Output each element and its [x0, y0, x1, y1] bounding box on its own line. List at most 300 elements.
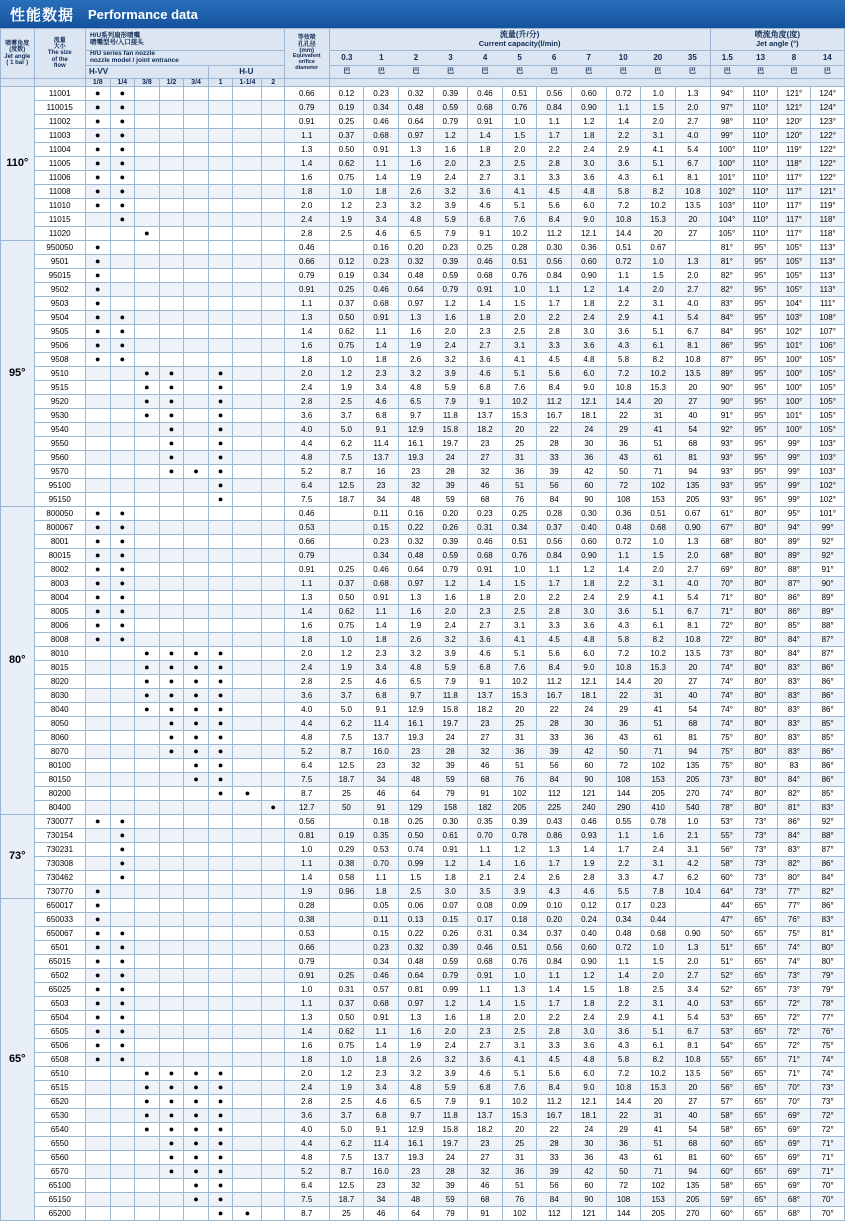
hvv-size-1/4	[110, 437, 135, 451]
flow-5bar: 3.1	[502, 171, 537, 185]
jet-angle-14bar: 82°	[811, 885, 845, 899]
flow-3bar: 3.9	[433, 647, 468, 661]
flow-7bar: 1.2	[572, 115, 607, 129]
hvv-size-1/8	[85, 115, 110, 129]
jet-angle-8bar: 71°	[777, 1067, 811, 1081]
availability-dot: ●	[217, 382, 224, 393]
flow-1bar: 0.34	[364, 269, 399, 283]
hu-size-2	[262, 185, 284, 199]
table-row	[1, 535, 845, 549]
orifice-diameter: 0.66	[284, 255, 329, 269]
jet-angle-14bar: 71°	[811, 1151, 845, 1165]
hu-size-2	[262, 829, 284, 843]
flow-5bar: 31	[502, 1151, 537, 1165]
flow-5bar: 0.78	[502, 829, 537, 843]
hvv-size-1/2	[159, 563, 184, 577]
nozzle-model: 650067	[34, 927, 85, 941]
jet-angle-14bar: 86°	[811, 857, 845, 871]
hvv-size-1/4	[110, 87, 135, 101]
table-row	[1, 1179, 845, 1193]
flow-4bar: 91	[468, 787, 503, 801]
jet-angle-14bar: 84°	[811, 871, 845, 885]
flow-20bar: 2.4	[641, 843, 676, 857]
flow-6bar: 0.84	[537, 101, 572, 115]
hvv-size-1/8	[85, 773, 110, 787]
size-hvv-4: 3/4	[184, 79, 209, 87]
flow-3bar: 0.61	[433, 829, 468, 843]
flow-20bar: 31	[641, 1109, 676, 1123]
jet-angle-14bar: 78°	[811, 997, 845, 1011]
flow-35bar: 6.7	[675, 1025, 710, 1039]
flow-35bar: 4.0	[675, 997, 710, 1011]
jet-angle-1.5bar: 59°	[710, 1193, 744, 1207]
hvv-size-3/4	[184, 157, 209, 171]
orifice-diameter: 0.38	[284, 913, 329, 927]
flow-4bar: 0.17	[468, 913, 503, 927]
hvv-size-1/4	[110, 1179, 135, 1193]
hu-size-1-1/4	[233, 913, 262, 927]
jet-angle-group-label: 110°	[1, 87, 35, 241]
hu-size-1	[208, 731, 233, 745]
hvv-size-1/4	[110, 549, 135, 563]
hvv-size-1/2	[159, 507, 184, 521]
jet-angle-14bar: 123°	[811, 115, 845, 129]
flow-7bar: 6.0	[572, 367, 607, 381]
jet-angle-8bar: 72°	[777, 997, 811, 1011]
flow-4bar: 2.7	[468, 339, 503, 353]
hu-size-2	[262, 437, 284, 451]
flow-20bar: 1.0	[641, 535, 676, 549]
flow-35bar: 54	[675, 703, 710, 717]
jet-angle-14bar: 70°	[811, 1179, 845, 1193]
hvv-size-1/8	[85, 1151, 110, 1165]
flow-0.3bar: 2.5	[329, 675, 364, 689]
availability-dot: ●	[119, 312, 126, 323]
flow-4bar: 6.8	[468, 1081, 503, 1095]
flow-3bar: 0.39	[433, 87, 468, 101]
flow-5bar: 1.0	[502, 283, 537, 297]
flow-10bar: 1.4	[606, 969, 641, 983]
jet-angle-8bar: 104°	[777, 297, 811, 311]
flow-20bar: 4.1	[641, 311, 676, 325]
hvv-size-3/8	[135, 115, 160, 129]
hu-size-1-1/4	[233, 507, 262, 521]
hvv-size-1/8	[85, 815, 110, 829]
flow-5bar: 10.2	[502, 1095, 537, 1109]
hvv-size-3/8	[135, 983, 160, 997]
flow-2bar: 6.5	[398, 227, 433, 241]
jet-angle-13bar: 73°	[744, 843, 778, 857]
flow-4bar: 2.3	[468, 157, 503, 171]
flow-5bar: 2.5	[502, 157, 537, 171]
table-row	[1, 605, 845, 619]
flow-20bar: 6.1	[641, 171, 676, 185]
availability-dot: ●	[95, 900, 101, 911]
hvv-size-1/8	[85, 465, 110, 479]
hu-size-2	[262, 423, 284, 437]
flow-6bar: 4.5	[537, 353, 572, 367]
flow-3bar: 0.20	[433, 507, 468, 521]
nozzle-model: 6515	[34, 1081, 85, 1095]
flow-10bar: 3.6	[606, 157, 641, 171]
hu-size-2	[262, 717, 284, 731]
nozzle-model: 11008	[34, 185, 85, 199]
flow-20bar: 4.7	[641, 871, 676, 885]
hvv-size-1/8	[85, 955, 110, 969]
jet-angle-1.5bar: 84°	[710, 311, 744, 325]
table-row	[1, 255, 845, 269]
size-hu-2: 2	[262, 79, 284, 87]
flow-7bar: 3.0	[572, 1025, 607, 1039]
hu-size-1	[208, 661, 233, 675]
flow-20bar: 2.5	[641, 983, 676, 997]
nozzle-model: 9506	[34, 339, 85, 353]
hvv-size-1/2	[159, 213, 184, 227]
flow-3bar: 0.79	[433, 563, 468, 577]
jet-angle-1.5bar: 73°	[710, 647, 744, 661]
jet-angle-1.5bar: 50°	[710, 927, 744, 941]
flow-4bar: 23	[468, 437, 503, 451]
jet-angle-14bar: 74°	[811, 1067, 845, 1081]
table-row	[1, 157, 845, 171]
jet-angle-8bar: 117°	[777, 227, 811, 241]
hvv-size-1/4	[110, 857, 135, 871]
orifice-diameter: 6.4	[284, 1179, 329, 1193]
hu-size-1-1/4	[233, 703, 262, 717]
hu-size-2	[262, 367, 284, 381]
flow-5bar: 7.6	[502, 1081, 537, 1095]
flow-3bar: 0.07	[433, 899, 468, 913]
orifice-diameter: 1.8	[284, 1053, 329, 1067]
jet-angle-13bar: 95°	[744, 367, 778, 381]
flow-0.3bar: 0.31	[329, 983, 364, 997]
availability-dot: ●	[144, 368, 150, 379]
size-hu-1: 1-1/4	[233, 79, 262, 87]
flow-0.3bar: 0.19	[329, 269, 364, 283]
flow-5bar: 3.1	[502, 619, 537, 633]
flow-35bar: 2.7	[675, 115, 710, 129]
flow-20bar: 41	[641, 423, 676, 437]
hu-size-1	[208, 1067, 233, 1081]
hu-size-2	[262, 927, 284, 941]
availability-dot: ●	[270, 802, 276, 813]
flow-35bar: 205	[675, 773, 710, 787]
jet-angle-8bar: 101°	[777, 409, 811, 423]
flow-35bar: 20	[675, 213, 710, 227]
hu-size-2	[262, 955, 284, 969]
hvv-size-3/4	[184, 731, 209, 745]
hu-size-2	[262, 703, 284, 717]
flow-20bar: 4.1	[641, 143, 676, 157]
hvv-size-1/4	[110, 703, 135, 717]
hvv-size-3/8	[135, 521, 160, 535]
flow-10bar: 14.4	[606, 395, 641, 409]
flow-10bar: 50	[606, 465, 641, 479]
flow-2bar: 2.6	[398, 633, 433, 647]
orifice-diameter: 2.8	[284, 227, 329, 241]
hvv-size-1/2	[159, 87, 184, 101]
hvv-size-1/8	[85, 325, 110, 339]
table-row	[1, 1025, 845, 1039]
flow-5bar: 36	[502, 465, 537, 479]
flow-1bar: 16.0	[364, 745, 399, 759]
hvv-size-3/4	[184, 1123, 209, 1137]
flow-4bar: 23	[468, 717, 503, 731]
hu-size-1	[208, 283, 233, 297]
hvv-size-1/2	[159, 675, 184, 689]
flow-20bar: 153	[641, 493, 676, 507]
jet-angle-13bar: 65°	[744, 969, 778, 983]
jet-angle-13bar: 110°	[744, 199, 778, 213]
hvv-size-1/8	[85, 283, 110, 297]
jet-angle-8bar: 99°	[777, 465, 811, 479]
jet-angle-1.5bar: 68°	[710, 535, 744, 549]
flow-10bar: 43	[606, 1151, 641, 1165]
hu-size-2	[262, 605, 284, 619]
flow-10bar: 36	[606, 1137, 641, 1151]
hvv-size-1/8	[85, 787, 110, 801]
flow-1bar: 0.46	[364, 563, 399, 577]
hvv-size-3/4	[184, 269, 209, 283]
hu-size-1	[208, 1081, 233, 1095]
flow-10bar: 7.2	[606, 1067, 641, 1081]
flow-10bar: 1.4	[606, 283, 641, 297]
hu-size-2	[262, 563, 284, 577]
flow-3bar: 0.26	[433, 521, 468, 535]
flow-2bar: 0.32	[398, 535, 433, 549]
table-row	[1, 759, 845, 773]
flow-35bar: 1.3	[675, 255, 710, 269]
hvv-size-1/2	[159, 1039, 184, 1053]
availability-dot: ●	[168, 746, 175, 757]
hvv-size-3/4	[184, 171, 209, 185]
availability-dot: ●	[217, 746, 224, 757]
table-row	[1, 941, 845, 955]
flow-10bar: 4.3	[606, 1039, 641, 1053]
hvv-size-3/8	[135, 381, 160, 395]
jet-angle-13bar: 65°	[744, 1137, 778, 1151]
jet-angle-group-label: 80°	[1, 507, 35, 815]
flow-20bar: 1.5	[641, 101, 676, 115]
hvv-size-3/8	[135, 1193, 160, 1207]
flow-5bar: 20	[502, 1123, 537, 1137]
flow-1bar: 1.8	[364, 633, 399, 647]
hvv-size-3/8	[135, 815, 160, 829]
jet-angle-13bar: 95°	[744, 465, 778, 479]
hu-size-2	[262, 521, 284, 535]
availability-dot: ●	[217, 732, 224, 743]
flow-1bar: 16.0	[364, 1165, 399, 1179]
hu-size-1-1/4	[233, 1151, 262, 1165]
flow-6bar: 2.8	[537, 157, 572, 171]
flow-7bar: 4.8	[572, 633, 607, 647]
flow-10bar: 108	[606, 1193, 641, 1207]
flow-7bar: 3.0	[572, 325, 607, 339]
orifice-diameter: 0.79	[284, 101, 329, 115]
hvv-size-1/2	[159, 479, 184, 493]
jet-angle-13bar: 95°	[744, 311, 778, 325]
hvv-size-1/4	[110, 325, 135, 339]
hvv-size-1/4	[110, 1067, 135, 1081]
jet-angle-1.5bar: 74°	[710, 661, 744, 675]
flow-1bar: 46	[364, 787, 399, 801]
flow-20bar: 15.3	[641, 381, 676, 395]
flow-35bar: 6.2	[675, 871, 710, 885]
flow-6bar: 0.84	[537, 269, 572, 283]
hvv-size-1/8	[85, 899, 110, 913]
jet-angle-13bar: 80°	[744, 633, 778, 647]
hu-size-1-1/4	[233, 969, 262, 983]
flow-20bar: 10.2	[641, 1067, 676, 1081]
hu-size-1	[208, 451, 233, 465]
flow-35bar: 8.1	[675, 339, 710, 353]
flow-4bar: 32	[468, 745, 503, 759]
flow-7bar: 6.0	[572, 647, 607, 661]
flow-20bar: 8.2	[641, 353, 676, 367]
hvv-size-3/4	[184, 213, 209, 227]
jet-angle-14bar: 72°	[811, 1109, 845, 1123]
availability-dot: ●	[119, 634, 126, 645]
orifice-diameter: 4.8	[284, 731, 329, 745]
flow-1bar: 1.8	[364, 885, 399, 899]
flow-1bar: 4.6	[364, 227, 399, 241]
hvv-size-1/8	[85, 829, 110, 843]
hvv-size-1/4	[110, 1011, 135, 1025]
hvv-size-1/4	[110, 675, 135, 689]
jet-angle-1.5bar: 60°	[710, 1151, 744, 1165]
availability-dot: ●	[144, 1110, 150, 1121]
availability-dot: ●	[168, 648, 175, 659]
flow-20bar: 5.1	[641, 1025, 676, 1039]
hvv-size-1/2	[159, 661, 184, 675]
hvv-size-1/8	[85, 857, 110, 871]
jet-angle-1.5bar: 58°	[710, 1109, 744, 1123]
jet-angle-14bar: 102°	[811, 479, 845, 493]
flow-7bar: 1.9	[572, 857, 607, 871]
hvv-size-3/4	[184, 101, 209, 115]
jet-angle-1.5bar: 60°	[710, 871, 744, 885]
flow-20bar: 5.1	[641, 325, 676, 339]
hvv-size-1/4	[110, 493, 135, 507]
jet-angle-8bar: 81°	[777, 801, 811, 815]
table-row	[1, 241, 845, 255]
availability-dot: ●	[168, 1166, 175, 1177]
flow-6bar: 22	[537, 1123, 572, 1137]
flow-6bar: 56	[537, 479, 572, 493]
flow-2bar: 1.6	[398, 605, 433, 619]
availability-dot: ●	[119, 830, 126, 841]
hu-size-1	[208, 549, 233, 563]
availability-dot: ●	[168, 396, 175, 407]
size-hu-0: 1	[208, 79, 233, 87]
flow-1bar: 1.1	[364, 1025, 399, 1039]
pressure-5: 5	[517, 52, 522, 62]
flow-10bar: 2.9	[606, 311, 641, 325]
orifice-diameter: 1.6	[284, 1039, 329, 1053]
jet-angle-13bar: 110°	[744, 87, 778, 101]
availability-dot: ●	[193, 466, 199, 477]
flow-20bar: 3.1	[641, 129, 676, 143]
flow-0.3bar: 7.5	[329, 1151, 364, 1165]
jet-angle-14bar: 72°	[811, 1123, 845, 1137]
flow-7bar: 24	[572, 423, 607, 437]
flow-7bar: 36	[572, 1151, 607, 1165]
hvv-size-3/8	[135, 199, 160, 213]
orifice-diameter: 2.0	[284, 1067, 329, 1081]
hu-size-1-1/4	[233, 829, 262, 843]
flow-20bar: 41	[641, 1123, 676, 1137]
flow-4bar: 2.3	[468, 325, 503, 339]
hvv-size-3/8	[135, 1095, 160, 1109]
availability-dot: ●	[95, 550, 101, 561]
flow-3bar: 3.9	[433, 367, 468, 381]
flow-2bar: 3.2	[398, 647, 433, 661]
flow-0.3bar: 1.2	[329, 199, 364, 213]
hvv-size-1/2	[159, 1179, 184, 1193]
hvv-size-1/2	[159, 199, 184, 213]
hvv-size-3/4	[184, 717, 209, 731]
flow-2bar: 0.22	[398, 521, 433, 535]
flow-20bar: 410	[641, 801, 676, 815]
flow-35bar: 4.2	[675, 857, 710, 871]
flow-0.3bar: 12.5	[329, 479, 364, 493]
hvv-size-3/8	[135, 969, 160, 983]
jet-angle-8bar: 87°	[777, 577, 811, 591]
orifice-diameter: 0.66	[284, 535, 329, 549]
jet-angle-14bar: 87°	[811, 633, 845, 647]
jet-angle-1.5bar: 81°	[710, 241, 744, 255]
flow-2bar: 64	[398, 787, 433, 801]
jet-angle-8bar: 120°	[777, 115, 811, 129]
flow-6bar: 84	[537, 493, 572, 507]
flow-0.3bar: 1.0	[329, 1053, 364, 1067]
jet-angle-1.5bar: 93°	[710, 451, 744, 465]
flow-20bar: 4.1	[641, 1011, 676, 1025]
hvv-size-3/8	[135, 311, 160, 325]
flow-0.3bar	[329, 549, 364, 563]
flow-6bar: 8.4	[537, 213, 572, 227]
hu-size-1	[208, 955, 233, 969]
jet-angle-13bar: 65°	[744, 1109, 778, 1123]
nozzle-model: 110015	[34, 101, 85, 115]
jet-angle-1.5bar: 53°	[710, 1025, 744, 1039]
jet-angle-13bar: 95°	[744, 339, 778, 353]
hvv-size-3/4	[184, 759, 209, 773]
jet-angle-8bar: 69°	[777, 1165, 811, 1179]
orifice-diameter: 7.5	[284, 773, 329, 787]
flow-1bar: 0.34	[364, 101, 399, 115]
flow-6bar: 39	[537, 745, 572, 759]
hu-size-2	[262, 381, 284, 395]
flow-2bar: 2.6	[398, 353, 433, 367]
hvv-size-1/8	[85, 423, 110, 437]
flow-10bar: 22	[606, 409, 641, 423]
flow-2bar: 16.1	[398, 437, 433, 451]
jet-angle-1.5bar: 93°	[710, 493, 744, 507]
jet-angle-8bar: 72°	[777, 1025, 811, 1039]
flow-1bar: 0.23	[364, 535, 399, 549]
hvv-size-3/4	[184, 115, 209, 129]
hu-size-1	[208, 353, 233, 367]
hvv-size-3/4	[184, 843, 209, 857]
jet-angle-13bar: 65°	[744, 1053, 778, 1067]
hu-size-1	[208, 899, 233, 913]
flow-2bar: 0.64	[398, 283, 433, 297]
nozzle-model: 9510	[34, 367, 85, 381]
flow-4bar: 0.91	[468, 283, 503, 297]
availability-dot: ●	[144, 648, 150, 659]
nozzle-model: 650033	[34, 913, 85, 927]
